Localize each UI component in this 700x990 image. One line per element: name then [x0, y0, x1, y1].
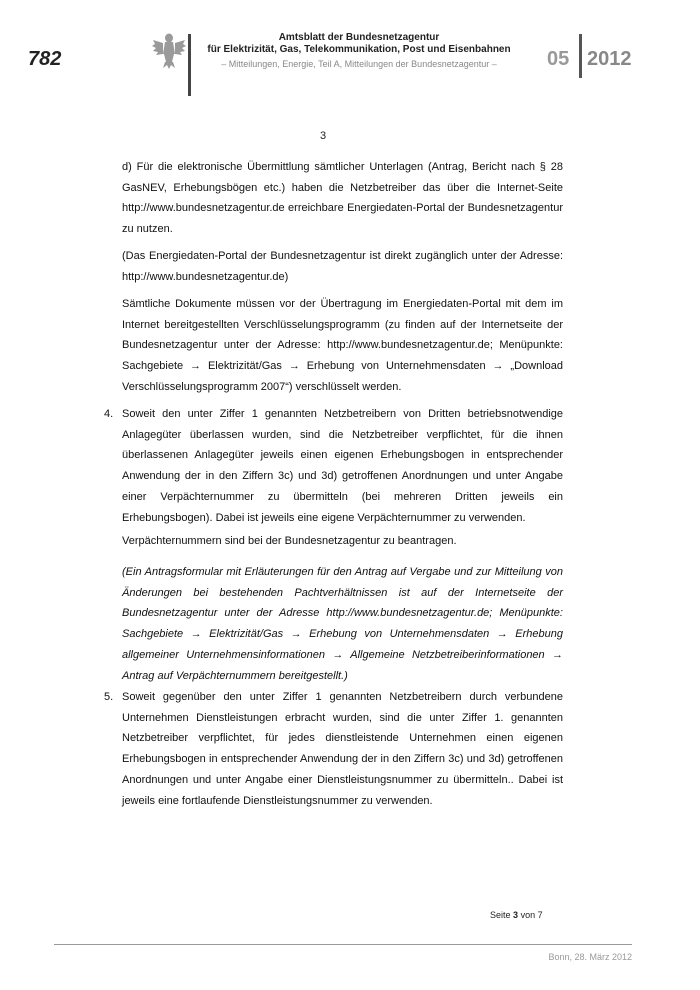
list-item-5-number: 5. — [104, 691, 114, 703]
header-divider — [188, 34, 191, 96]
journal-title-line2: für Elektrizität, Gas, Telekommunikation, Post und Eisenbahnen — [207, 44, 511, 55]
inner-page-number: 3 — [320, 130, 327, 142]
footer-date: Bonn, 28. März 2012 — [548, 952, 632, 962]
page-indicator-label: Seite — [490, 910, 511, 920]
footer-divider — [54, 944, 632, 945]
page-indicator-current: 3 — [513, 910, 519, 920]
journal-title-line1: Amtsblatt der Bundesnetzagentur — [278, 32, 440, 43]
list-item-4-text: Soweit den unter Ziffer 1 genannten Netzbetreibern von Dritten betriebsnotwendige Anlagegüter überlassen wurden, sind die Netzbetreiber verpflichtet, für die ihnen überlassenen Anlagegüter jeweils einen eigenen Erhebungsbogen in entsprechender Anwendung der in den Ziffern 3c) und 3d) getroffenen Anordnungen und unter Angabe einer Verpächternummer zu übermitteln (bei mehreren Dritten jeweils ein Erhebungsbogen). Dabei ist jeweils eine eigene Verpächternummer zu verwenden. — [122, 408, 563, 524]
page-indicator — [490, 910, 543, 920]
paragraph-lessor — [122, 531, 563, 552]
paragraph-lessor-text: Verpächternummern sind bei der Bundesnetzagentur zu beantragen. — [122, 535, 457, 547]
journal-page-number: 782 — [28, 48, 62, 70]
federal-eagle-icon — [152, 30, 186, 70]
journal-title — [200, 32, 518, 56]
paragraph-encryption — [122, 294, 563, 398]
paragraph-form-note — [122, 562, 563, 686]
journal-subtitle: – Mitteilungen, Energie, Teil A, Mitteilungen der Bundesnetzagentur – — [221, 59, 497, 69]
paragraph-d-text: d) Für die elektronische Übermittlung sämtlicher Unterlagen (Antrag, Bericht nach § 28 GasNEV, Erhebungsbögen etc.) haben die Netzbetreiber das über die Internet-Seite http://www.bundesnetzagentur.de erreichbare Energiedaten-Portal der Bundesnetzagentur zu nutzen. — [122, 161, 563, 236]
issue-divider — [579, 34, 582, 78]
list-item-5-text: Soweit gegenüber den unter Ziffer 1 genannten Netzbetreibern durch verbundene Unternehmen Dienstleistungen erbracht wurden, sind die unter Ziffer 1. genannten Netzbetreiber verpflichtet, für jedes dienstleistende Unternehmen einen eigenen Erhebungsbogen in entsprechender Anwendung der in den Ziffern 3c) und 3d) getroffenen Anordnungen und unter Angabe einer Dienstleistungsnummer zu übermitteln.. Dabei ist jeweils eine fortlaufende Dienstleistungsnummer zu verwenden. — [122, 691, 563, 807]
paragraph-form-note-text: (Ein Antragsformular mit Erläuterungen für den Antrag auf Vergabe und zur Mitteilung von Änderungen bei bestehenden Pachtverhältnissen ist auf der Internetseite der Bundesnetzagentur unter der Adresse http://www.bundesnetzagentur.de; Menüpunkte: Sachgebiete → Elektrizität/Gas → Erhebung von Unternehmensdaten → Erhebung allgemeiner Unternehmensinformationen → Allgemeine Netzbetreiberinformationen → Antrag auf Verpächternummern bereitgestellt.) — [122, 566, 563, 682]
issue-year: 2012 — [587, 48, 632, 70]
paragraph-portal-text: (Das Energiedaten-Portal der Bundesnetzagentur ist direkt zugänglich unter der Adresse: http://www.bundesnetzagentur.de) — [122, 250, 563, 283]
list-item-4-number: 4. — [104, 408, 114, 420]
paragraph-d — [122, 157, 563, 240]
issue-number: 05 — [547, 48, 570, 70]
list-item-5 — [104, 687, 563, 811]
paragraph-encryption-text: Sämtliche Dokumente müssen vor der Übertragung im Energiedaten-Portal mit dem im Internet bereitgestellten Verschlüsselungsprogramm (zu finden auf der Internetseite der Bundesnetzagentur unter der Adresse: http://www.bundesnetzagentur.de; Menüpunkte: Sachgebiete → Elektrizität/Gas → Erhebung von Unternehmensdaten → „Download Verschlüsselungsprogramm 2007“) verschlüsselt werden. — [122, 298, 563, 393]
list-item-4 — [104, 404, 563, 528]
paragraph-portal — [122, 246, 563, 287]
page-indicator-total: von 7 — [520, 910, 543, 920]
